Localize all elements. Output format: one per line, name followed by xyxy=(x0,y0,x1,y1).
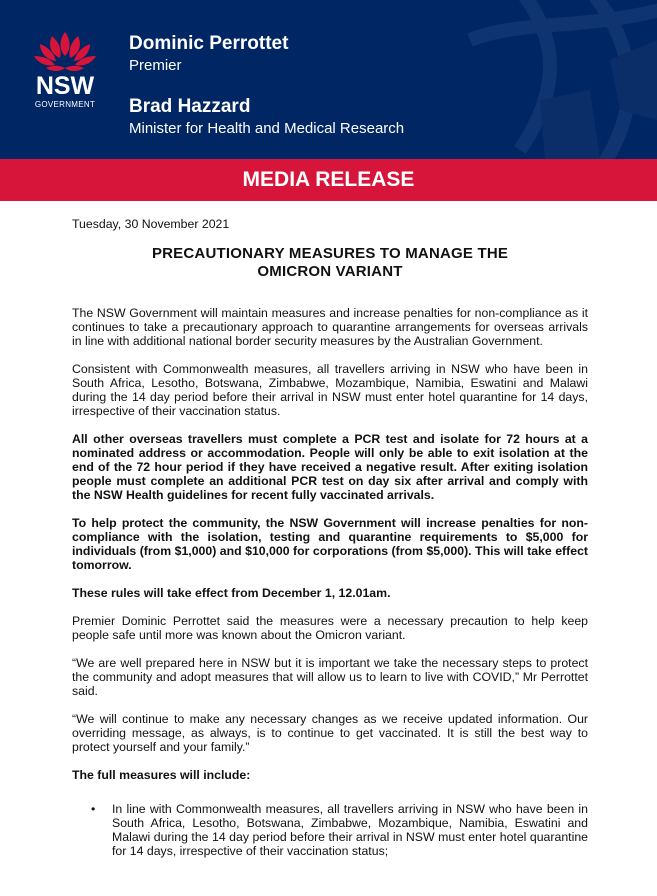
paragraph-4: To help protect the community, the NSW Government will increase penalties for non-compliance with the isolation, testing and quarantine requirements to $5,000 for individuals (from $1,000) and $10,000 for corporations (from $5,000). This will take effect tomorrow. xyxy=(72,516,588,572)
article xyxy=(72,217,588,858)
measures-list xyxy=(72,802,588,858)
paragraph-9: The full measures will include: xyxy=(72,768,251,782)
paragraph-7: “We are well prepared here in NSW but it is important we take the necessary steps to protect the community and adopt measures that will allow us to learn to live with COVID,” Mr Perrottet said. xyxy=(72,656,588,698)
minister-name-1: Dominic Perrottet xyxy=(129,33,289,54)
bullet-icon: • xyxy=(91,802,96,816)
paragraph-8: “We will continue to make any necessary changes as we receive updated information. Our overriding message, as always, is to continue to get vaccinated. It is still the best way to protect yourself and your family.” xyxy=(72,712,588,754)
paragraph-5: These rules will take effect from December 1, 12.01am. xyxy=(72,586,391,600)
media-release-banner: MEDIA RELEASE xyxy=(0,159,657,201)
logo-brand-text: NSW xyxy=(35,72,95,100)
list-item xyxy=(72,802,588,858)
paragraph-6: Premier Dominic Perrottet said the measures were a necessary precaution to help keep people safe until more was known about the Omicron variant. xyxy=(72,614,588,642)
waratah-icon xyxy=(22,30,108,74)
release-date: Tuesday, 30 November 2021 xyxy=(72,217,230,231)
minister-name-2: Brad Hazzard xyxy=(129,96,251,117)
logo-sub-text: GOVERNMENT xyxy=(34,100,96,109)
minister-title-2: Minister for Health and Medical Research xyxy=(129,120,405,137)
list-item-text: In line with Commonwealth measures, all travellers arriving in NSW who have been in South Africa, Lesotho, Botswana, Zimbabwe, Mozambique, Namibia, Eswatini and Malawi during the 14 day period before their arrival in NSW must enter hotel quarantine for 14 days, irrespective of their vaccination status; xyxy=(112,802,588,858)
article-title-line-1: PRECAUTIONARY MEASURES TO MANAGE THE xyxy=(151,245,509,262)
header xyxy=(0,0,657,159)
nsw-government-logo xyxy=(22,30,108,120)
minister-title-1: Premier xyxy=(129,57,182,74)
paragraph-2: Consistent with Commonwealth measures, all travellers arriving in NSW who have been in South Africa, Lesotho, Botswana, Zimbabwe, Mozambique, Namibia, Eswatini and Malawi during the 14 day period before their arrival in NSW must enter hotel quarantine for 14 days, irrespective of their vaccination status. xyxy=(72,362,588,418)
article-title xyxy=(72,245,588,281)
paragraph-3: All other overseas travellers must complete a PCR test and isolate for 72 hours at a nominated address or accommodation. People will only be able to exit isolation at the end of the 72 hour period if they have received a negative result. After exiting isolation people must complete an additional PCR test on day six after arrival and comply with the NSW Health guidelines for recent fully vaccinated arrivals. xyxy=(72,432,588,502)
paragraph-1: The NSW Government will maintain measures and increase penalties for non-compliance as it continues to take a precautionary approach to quarantine arrangements for overseas arrivals in line with additional national border security measures by the Australian Government. xyxy=(72,306,588,348)
article-title-line-2: OMICRON VARIANT xyxy=(257,263,403,280)
